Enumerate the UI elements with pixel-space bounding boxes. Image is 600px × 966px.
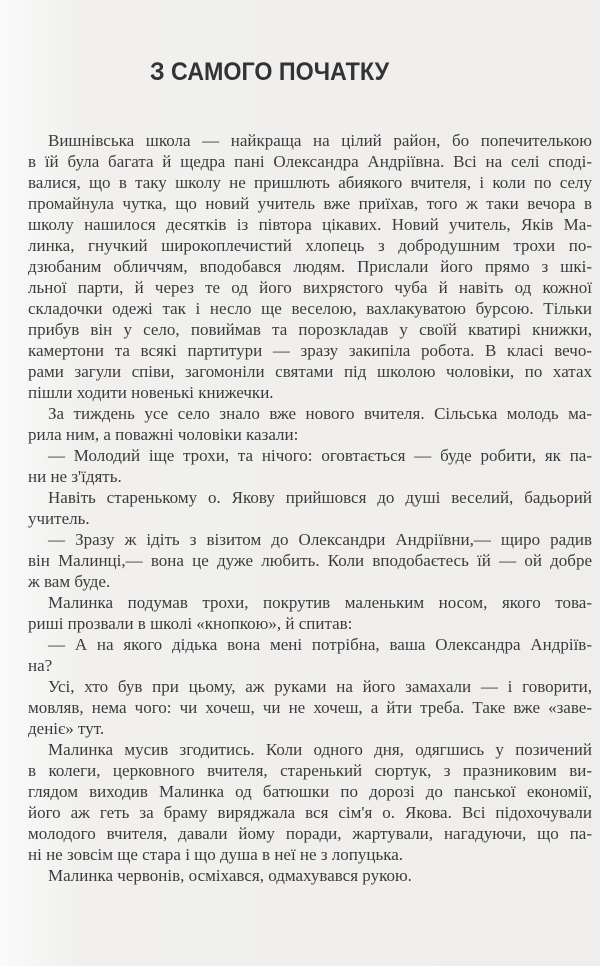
text-line: — Молодий іще трохи, та нічого: оговтається — буде робити, як па- (48, 446, 592, 465)
text-line: в їй була багата й щедра пані Олександра Андріївна. Всі на селі споді- (28, 152, 592, 171)
text-line: деніє» тут. (28, 719, 105, 738)
text-line: промайнула чутка, що новий учитель вже приїхав, того ж таки вечора в (28, 194, 592, 213)
text-line: Вишнівська школа — найкраща на цілий район, бо попечителькою (48, 131, 592, 150)
text-line: школу нашилося десятків із півтора цікавих. Новий учитель, Яків Ма- (28, 215, 592, 234)
text-line: — А на якого дідька вона мені потрібна, ваша Олександра Андріїв- (48, 635, 592, 654)
text-line: пішли ходити новенькі книжечки. (28, 383, 274, 402)
text-line: — Зразу ж ідіть з візитом до Олександри Андріївни,— щиро радив (48, 530, 592, 549)
chapter-text (28, 130, 592, 886)
text-line: прибув він у село, повиймав та порозкладав у своїй кватирі книжки, (28, 320, 592, 339)
text-line: линка, гнучкий широкоплечистий хлопець з добродушним трохи по- (28, 236, 592, 255)
text-line: Малинка подумав трохи, покрутив маленьким носом, якого това- (48, 593, 592, 612)
text-line: ж вам буде. (28, 572, 111, 591)
text-line: рами загули співи, загомоніли святами під школою чоловіки, по хатах (28, 362, 592, 381)
text-line: ні не зовсім ще стара і що душа в неї не з лопуцька. (28, 845, 404, 864)
text-line: рила ним, а поважні чоловіки казали: (28, 425, 299, 444)
text-line: За тиждень усе село знало вже нового вчителя. Сільська молодь ма- (48, 404, 592, 423)
text-line: в колеги, церковного вчителя, старенький сюртук, з празниковим ви- (28, 761, 592, 780)
text-line: учитель. (28, 509, 90, 528)
text-line: ни не з'їдять. (28, 467, 122, 486)
text-line: дзюбаним обличчям, вподобався людям. Прислали його прямо з шкі- (28, 257, 592, 276)
text-line: глядом виходив Малинка од батюшки по дорозі до панської економії, (28, 782, 592, 801)
text-line: Усі, хто був при цьому, аж руками на його замахали — і говорити, (48, 677, 592, 696)
text-line: Малинка червонів, осміхався, одмахувався рукою. (48, 866, 412, 885)
text-line: на? (28, 656, 53, 675)
text-line: він Малинці,— вона це дуже любить. Коли вподобаєтесь їй — ой добре (28, 551, 592, 570)
text-line: його аж геть за браму виряджала вся сім'я о. Якова. Всі підохочували (28, 803, 592, 822)
text-line: складочки одежі так і несло ще веселою, вахлакуватою бурсою. Тільки (28, 299, 592, 318)
text-line: молодого вчителя, давали йому поради, жартували, нагадуючи, що па- (28, 824, 592, 843)
text-line: риші прозвали в школі «кнопкою», й спитав: (28, 614, 353, 633)
text-line: льної парти, й через те од його вихрястого чуба й навіть од кожної (28, 278, 592, 297)
chapter-title: З САМОГО ПОЧАТКУ (150, 58, 390, 86)
text-line: Навіть старенькому о. Якову прийшовся до душі веселий, бадьорий (48, 488, 592, 507)
text-line: валися, що в таку школу не пришлють абиякого вчителя, і коли по селу (28, 173, 592, 192)
text-line: мовляв, нема чого: чи хочеш, чи не хочеш, а йти треба. Таке вже «заве- (28, 698, 592, 717)
text-line: Малинка мусив згодитись. Коли одного дня, одягшись у позичений (48, 740, 592, 759)
text-line: камертони та всякі партитури — зразу закипіла робота. В класі вечо- (28, 341, 592, 360)
